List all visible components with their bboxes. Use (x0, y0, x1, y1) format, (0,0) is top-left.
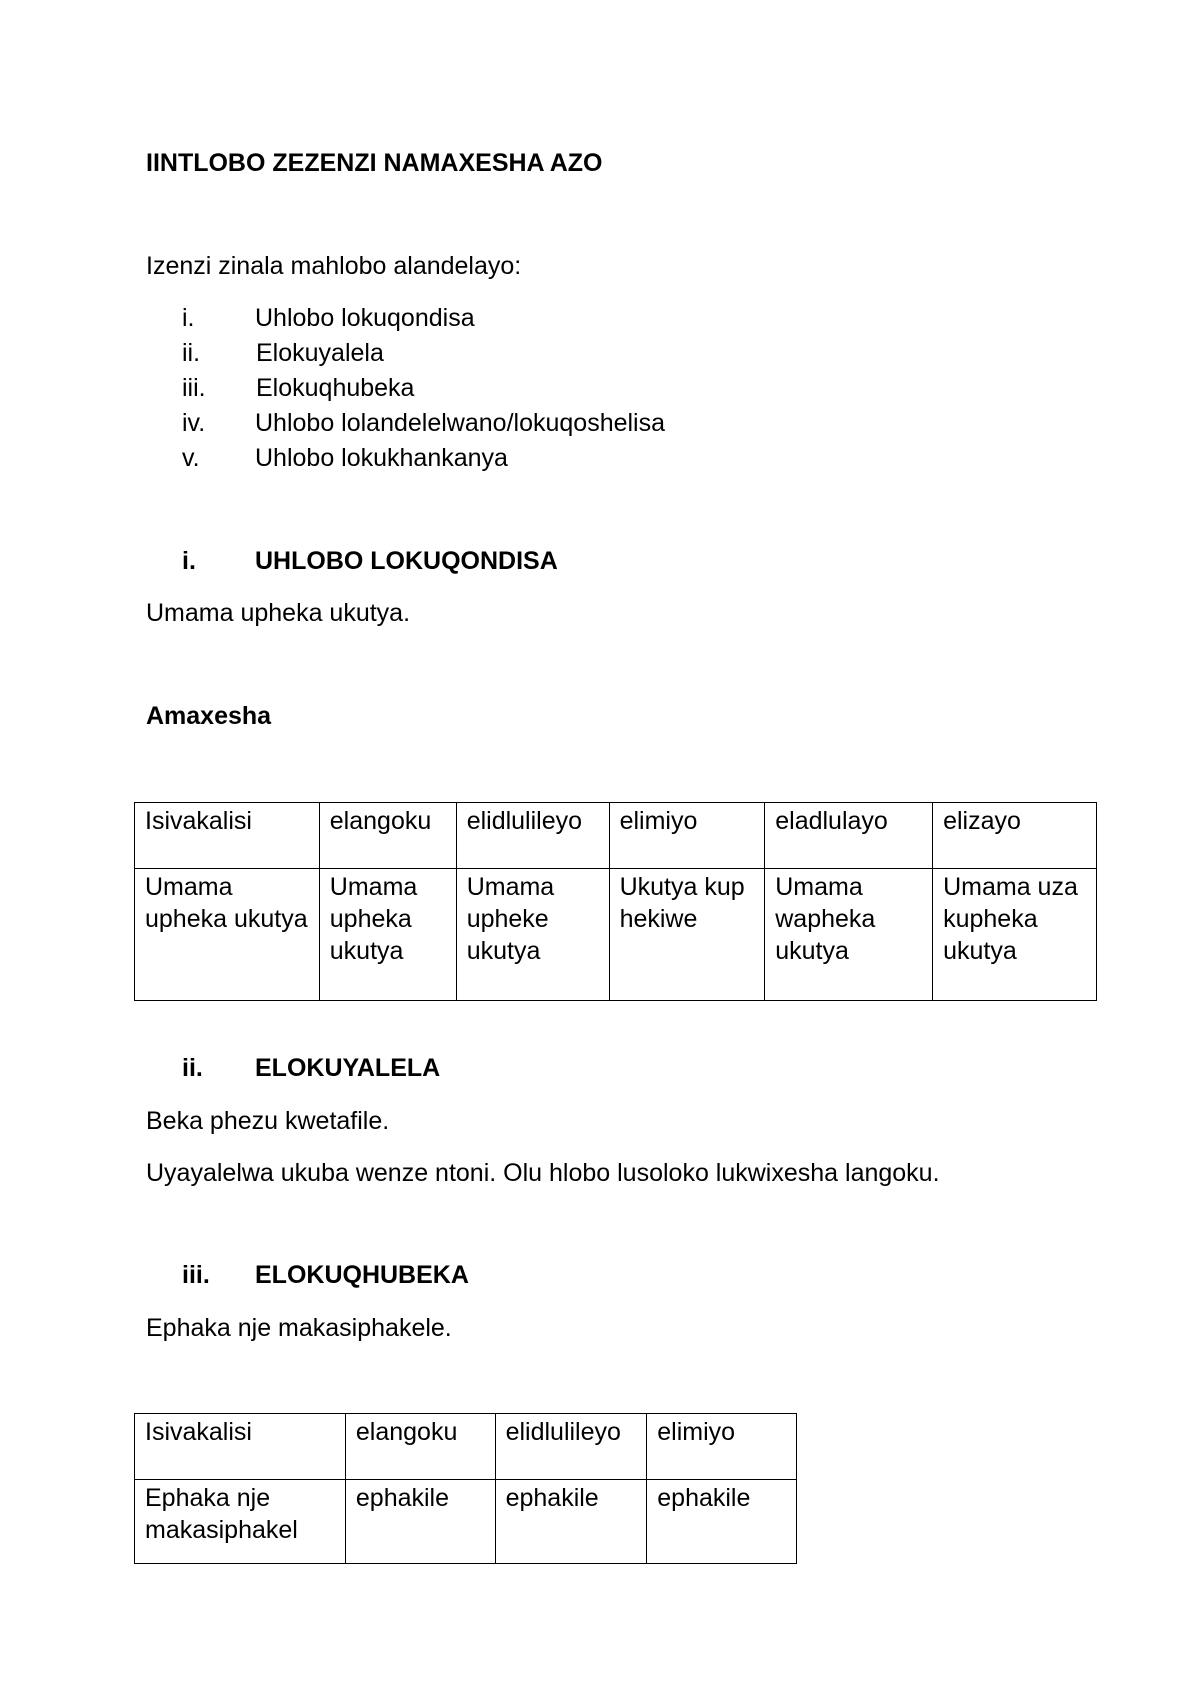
list-item: Elokuqhubeka (256, 374, 415, 402)
table-cell: Umama uza kupheka ukutya (933, 869, 1097, 1001)
table-row (135, 1480, 797, 1564)
section2-number: ii. (182, 1054, 203, 1082)
table-header-cell: Isivakalisi (135, 803, 320, 869)
list-item: Uhlobo lolandelelwano/lokuqoshelisa (255, 409, 666, 437)
list-item-number: iv. (182, 409, 206, 437)
section1-heading: UHLOBO LOKUQONDISA (255, 547, 558, 575)
table-cell: ephakile (647, 1480, 797, 1564)
table-header-cell: elizayo (933, 803, 1097, 869)
list-item: Uhlobo lokukhankanya (255, 444, 508, 472)
section2-heading: ELOKUYALELA (255, 1054, 441, 1082)
section3-heading: ELOKUQHUBEKA (255, 1261, 469, 1289)
section3-number: iii. (182, 1261, 210, 1289)
list-item-number: iii. (182, 374, 206, 402)
table-cell: ephakile (345, 1480, 495, 1564)
list-item-number: i. (182, 304, 195, 332)
table-cell: Umama upheka ukutya (319, 869, 456, 1001)
table-header-cell: elimiyo (609, 803, 765, 869)
section2-explanation: Uyayalelwa ukuba wenze ntoni. Olu hlobo lusoloko lukwixesha langoku. (146, 1159, 940, 1187)
section1-subheading: Amaxesha (146, 702, 272, 730)
table-header-cell: Isivakalisi (135, 1414, 346, 1480)
list-item-number: v. (182, 444, 200, 472)
tenses-table (134, 802, 1097, 1001)
document-title: IINTLOBO ZEZENZI NAMAXESHA AZO (146, 149, 603, 177)
intro-text: Izenzi zinala mahlobo alandelayo: (146, 252, 522, 280)
table-cell: Umama upheke ukutya (456, 869, 609, 1001)
list-item: Uhlobo lokuqondisa (255, 304, 475, 332)
table-header-cell: elangoku (319, 803, 456, 869)
section2-example: Beka phezu kwetafile. (146, 1107, 390, 1135)
table-cell: Umama upheka ukutya (135, 869, 320, 1001)
table-cell: Ukutya kuphekiwe (609, 869, 765, 1001)
table-header-cell: elangoku (345, 1414, 495, 1480)
table-cell: Umama wapheka ukutya (765, 869, 933, 1001)
list-item-number: ii. (182, 339, 201, 367)
table-header-row (135, 1414, 797, 1480)
table-header-cell: elimiyo (647, 1414, 797, 1480)
table-cell: ephakile (495, 1480, 647, 1564)
table-header-cell: eladlulayo (765, 803, 933, 869)
continuous-tenses-table (134, 1413, 797, 1564)
table-header-cell: elidlulileyo (456, 803, 609, 869)
table-header-row (135, 803, 1097, 869)
section1-example: Umama upheka ukutya. (146, 599, 411, 627)
table-cell: Ephaka nje makasiphakel (135, 1480, 346, 1564)
table-row (135, 869, 1097, 1001)
section1-number: i. (182, 547, 196, 575)
table-header-cell: elidlulileyo (495, 1414, 647, 1480)
list-item: Elokuyalela (256, 339, 384, 367)
section3-example: Ephaka nje makasiphakele. (146, 1314, 452, 1342)
